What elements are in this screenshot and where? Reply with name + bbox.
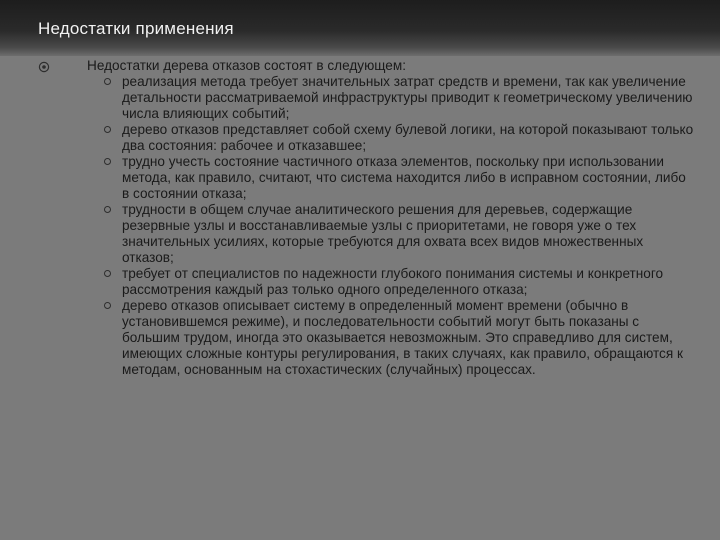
list-item <box>104 154 694 202</box>
circled-dot-icon <box>38 61 50 73</box>
list-item <box>104 122 694 154</box>
ring-icon <box>104 158 111 165</box>
list-item <box>104 74 694 122</box>
slide-body <box>0 56 720 540</box>
list-item-text: трудно учесть состояние частичного отказа элементов, поскольку при использовании метода, как правило, считают, что система находится либо в исправном состоянии, либо в состоянии отказа; <box>122 154 686 201</box>
list-item <box>104 298 694 378</box>
list-item <box>104 266 694 298</box>
list-item-text: требует от специалистов по надежности глубокого понимания системы и конкретного рассмотрения каждый раз только одного определенного отказа; <box>122 266 664 297</box>
list-item-text: трудности в общем случае аналитического решения для деревьев, содержащие резервные узлы и восстанавливаемые узлы с приоритетами, не говоря уже о тех значительных усилиях, которые требуются для охвата всех видов множественных отказов; <box>122 202 644 265</box>
ring-icon <box>104 126 111 133</box>
ring-icon <box>104 78 111 85</box>
slide-title: Недостатки применения <box>38 19 234 38</box>
ring-icon <box>104 270 111 277</box>
intro-text: Недостатки дерева отказов состоят в следующем: <box>87 58 406 73</box>
list-item <box>104 202 694 266</box>
ring-icon <box>104 302 111 309</box>
list-item-text: дерево отказов представляет собой схему булевой логики, на которой показывают только два состояния: рабочее и отказавшее; <box>122 122 694 153</box>
disadvantages-list <box>104 74 694 378</box>
list-item-text: реализация метода требует значительных затрат средств и времени, так как увеличение детальности рассматриваемой инфраструктуры приводит к геометрическому увеличению числа влияющих событий; <box>122 74 693 121</box>
ring-icon <box>104 206 111 213</box>
list-item-text: дерево отказов описывает систему в определенный момент времени (обычно в установившемся режиме), и последовательности событий могут быть показаны с большим трудом, иногда это оказывается невозможным. Это справедливо для систем, имеющих сложные контуры регулирования, в таких случаях, как правило, обращаются к методам, основанным на стохастических (случайных) процессах. <box>122 298 683 377</box>
title-band <box>0 0 720 56</box>
